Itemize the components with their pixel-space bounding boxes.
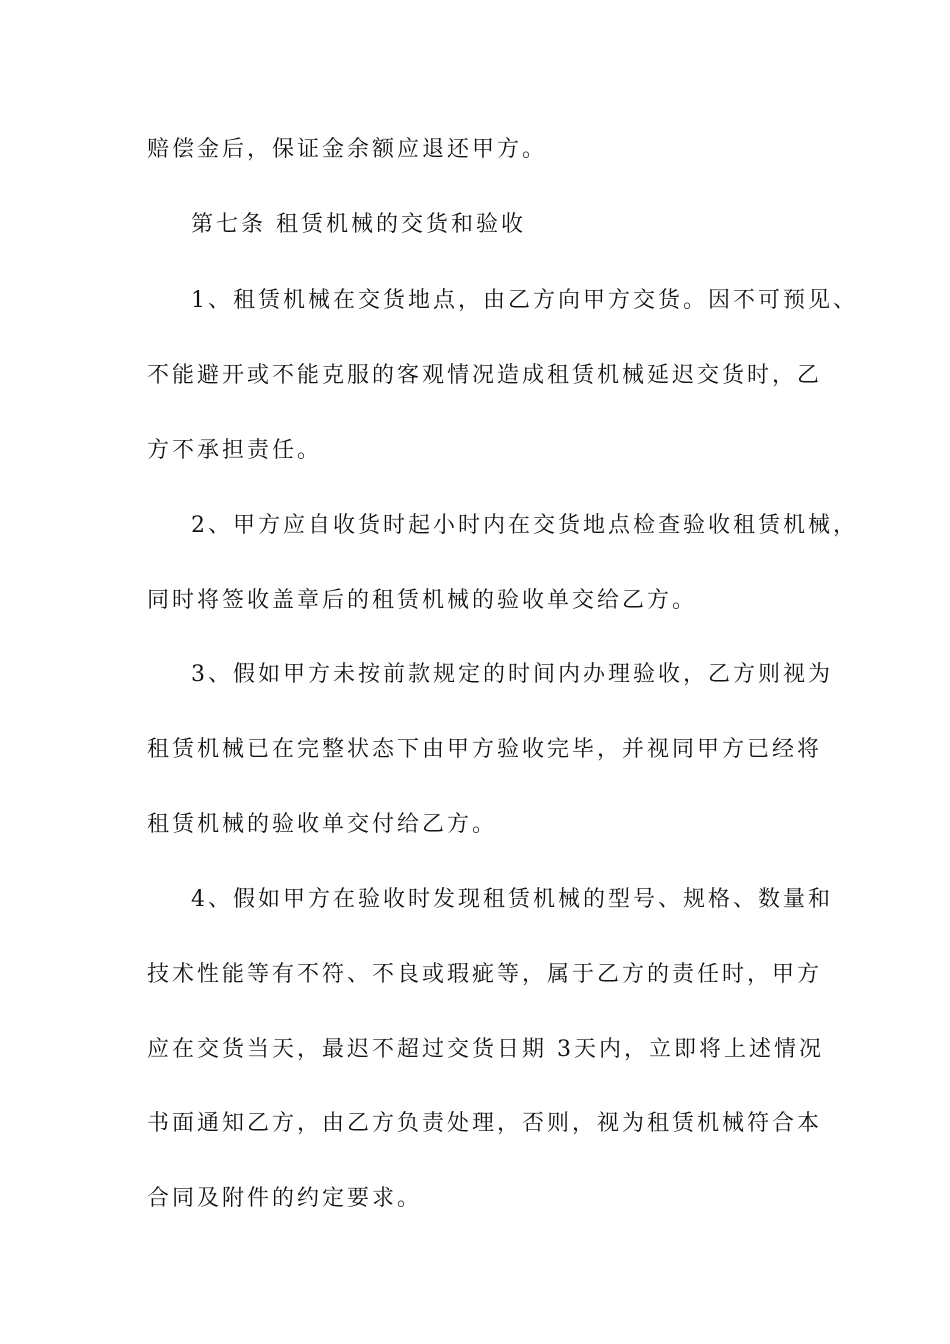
text-line: 赔偿金后，保证金余额应退还甲方。 (147, 137, 548, 162)
text-line: 4、假如甲方在验收时发现租赁机械的型号、规格、数量和 (191, 887, 833, 912)
text-line: 方不承担责任。 (147, 438, 323, 463)
article-heading: 第七条 租赁机械的交货和验收 (191, 212, 526, 237)
text-line: 不能避开或不能克服的客观情况造成租赁机械延迟交货时，乙 (147, 363, 823, 388)
text-line: 租赁机械已在完整状态下由甲方验收完毕，并视同甲方已经将 (147, 737, 823, 762)
text-line: 1、租赁机械在交货地点，由乙方向甲方交货。因不可预见、 (191, 288, 858, 313)
text-line: 合同及附件的约定要求。 (147, 1186, 423, 1211)
text-line: 应在交货当天，最迟不超过交货日期 3天内，立即将上述情况 (147, 1037, 824, 1062)
text-line: 同时将签收盖章后的租赁机械的验收单交给乙方。 (147, 588, 698, 613)
text-line: 2、甲方应自收货时起小时内在交货地点检查验收租赁机械， (191, 513, 858, 538)
text-line: 租赁机械的验收单交付给乙方。 (147, 812, 498, 837)
text-line: 书面通知乙方，由乙方负责处理，否则，视为租赁机械符合本 (147, 1111, 823, 1136)
text-line: 3、假如甲方未按前款规定的时间内办理验收，乙方则视为 (191, 662, 833, 687)
text-line: 技术性能等有不符、不良或瑕疵等，属于乙方的责任时，甲方 (147, 962, 823, 987)
